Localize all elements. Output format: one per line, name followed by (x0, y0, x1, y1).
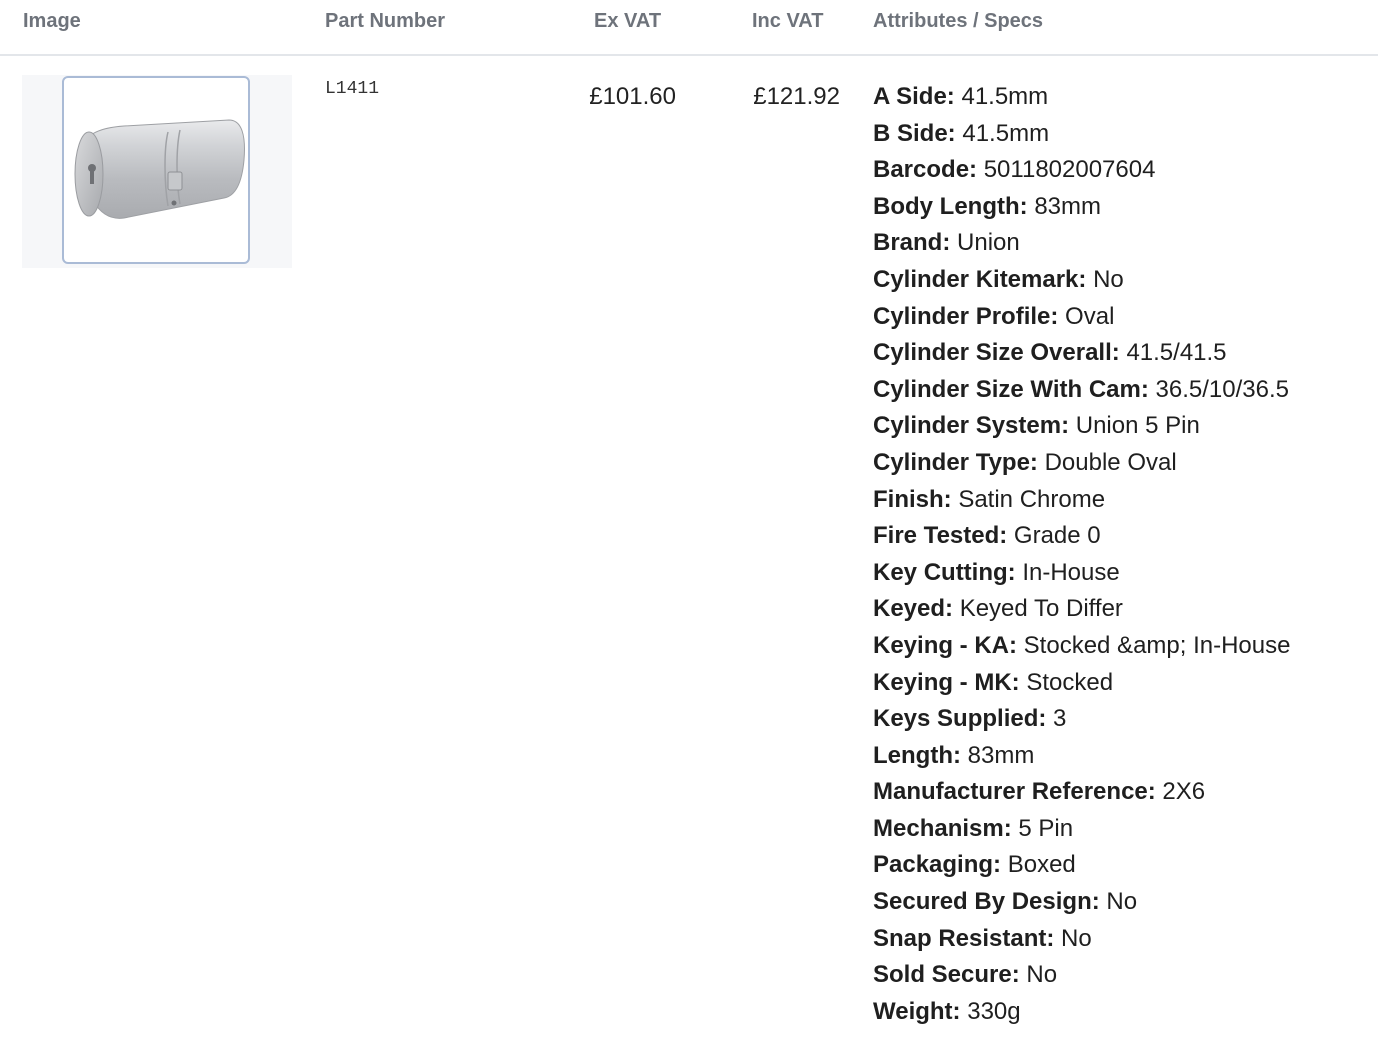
spec-row (873, 884, 1290, 921)
spec-label: Packaging: (873, 851, 1002, 879)
spec-label: Manufacturer Reference: (873, 778, 1156, 806)
spec-value: Union (957, 229, 1020, 257)
spec-value: Stocked &amp; In-House (1023, 631, 1291, 659)
spec-value: 41.5mm (962, 119, 1050, 147)
spec-value: Boxed (1007, 851, 1076, 879)
spec-value: Keyed To Differ (959, 595, 1123, 623)
spec-row (873, 482, 1290, 519)
image-cell (22, 75, 292, 268)
spec-row (873, 372, 1290, 409)
spec-row (873, 628, 1290, 665)
spec-row (873, 957, 1290, 994)
spec-row (873, 701, 1290, 738)
spec-label: Body Length: (873, 192, 1028, 220)
spec-value: No (1106, 888, 1138, 916)
spec-row (873, 847, 1290, 884)
price-ex-vat: £101.60 (589, 83, 676, 110)
spec-label: Snap Resistant: (873, 924, 1055, 952)
spec-row (873, 994, 1290, 1031)
spec-row (873, 738, 1290, 775)
spec-label: Finish: (873, 485, 952, 513)
spec-row (873, 665, 1290, 702)
spec-label: Brand: (873, 229, 951, 257)
spec-label: Length: (873, 741, 961, 769)
spec-label: Cylinder Profile: (873, 302, 1059, 330)
spec-value: Grade 0 (1013, 522, 1101, 550)
spec-row (873, 116, 1290, 153)
column-header-ex-vat: Ex VAT (594, 10, 662, 32)
spec-row (873, 518, 1290, 555)
spec-value: 83mm (967, 741, 1035, 769)
spec-label: Secured By Design: (873, 888, 1100, 916)
spec-label: Mechanism: (873, 814, 1012, 842)
spec-label: B Side: (873, 119, 956, 147)
spec-label: Weight: (873, 997, 961, 1025)
column-header-image: Image (23, 10, 81, 32)
spec-row (873, 591, 1290, 628)
spec-row (873, 445, 1290, 482)
spec-value: Union 5 Pin (1075, 412, 1200, 440)
column-header-attributes: Attributes / Specs (873, 10, 1044, 32)
spec-value: 83mm (1034, 192, 1101, 220)
spec-label: Key Cutting: (873, 558, 1016, 586)
spec-value: No (1093, 265, 1124, 293)
product-thumbnail[interactable] (62, 76, 250, 264)
spec-label: Barcode: (873, 156, 978, 184)
spec-row (873, 299, 1290, 336)
spec-value: 41.5mm (961, 83, 1049, 110)
spec-row (873, 225, 1290, 262)
spec-value: No (1026, 961, 1058, 989)
part-number: L1411 (325, 79, 380, 99)
spec-label: Cylinder Size With Cam: (873, 375, 1149, 403)
spec-row (873, 335, 1290, 372)
spec-value: Stocked (1026, 668, 1114, 696)
spec-row (873, 262, 1290, 299)
spec-value: 41.5/41.5 (1126, 339, 1227, 367)
spec-label: Keying - KA: (873, 631, 1017, 659)
spec-label: Cylinder Type: (873, 448, 1038, 476)
spec-label: Cylinder Kitemark: (873, 265, 1087, 293)
spec-label: Keying - MK: (873, 668, 1020, 696)
column-header-part-number: Part Number (325, 10, 446, 32)
spec-row (873, 774, 1290, 811)
spec-row (873, 408, 1290, 445)
attributes-list (873, 79, 1290, 1030)
spec-row (873, 79, 1290, 116)
spec-label: A Side: (873, 83, 955, 110)
spec-row (873, 555, 1290, 592)
spec-label: Sold Secure: (873, 961, 1020, 989)
spec-value: 36.5/10/36.5 (1155, 375, 1289, 403)
spec-label: Keyed: (873, 595, 954, 623)
column-header-inc-vat: Inc VAT (752, 10, 824, 32)
spec-value: 5 Pin (1018, 814, 1074, 842)
spec-row (873, 811, 1290, 848)
spec-row (873, 152, 1290, 189)
spec-value: Satin Chrome (958, 485, 1106, 513)
spec-label: Cylinder Size Overall: (873, 339, 1120, 367)
spec-value: Double Oval (1044, 448, 1177, 476)
spec-value: 2X6 (1162, 778, 1206, 806)
price-inc-vat: £121.92 (753, 83, 840, 110)
table-header (0, 0, 1378, 56)
spec-row (873, 189, 1290, 226)
spec-value: Oval (1065, 302, 1115, 330)
spec-label: Cylinder System: (873, 412, 1070, 440)
spec-value: 330g (967, 997, 1021, 1025)
cylinder-lock-icon (64, 78, 248, 262)
spec-label: Fire Tested: (873, 522, 1008, 550)
spec-label: Keys Supplied: (873, 705, 1047, 733)
spec-value: No (1061, 924, 1092, 952)
spec-value: In-House (1022, 558, 1120, 586)
spec-value: 5011802007604 (983, 156, 1156, 184)
spec-row (873, 921, 1290, 958)
spec-value: 3 (1053, 705, 1067, 733)
